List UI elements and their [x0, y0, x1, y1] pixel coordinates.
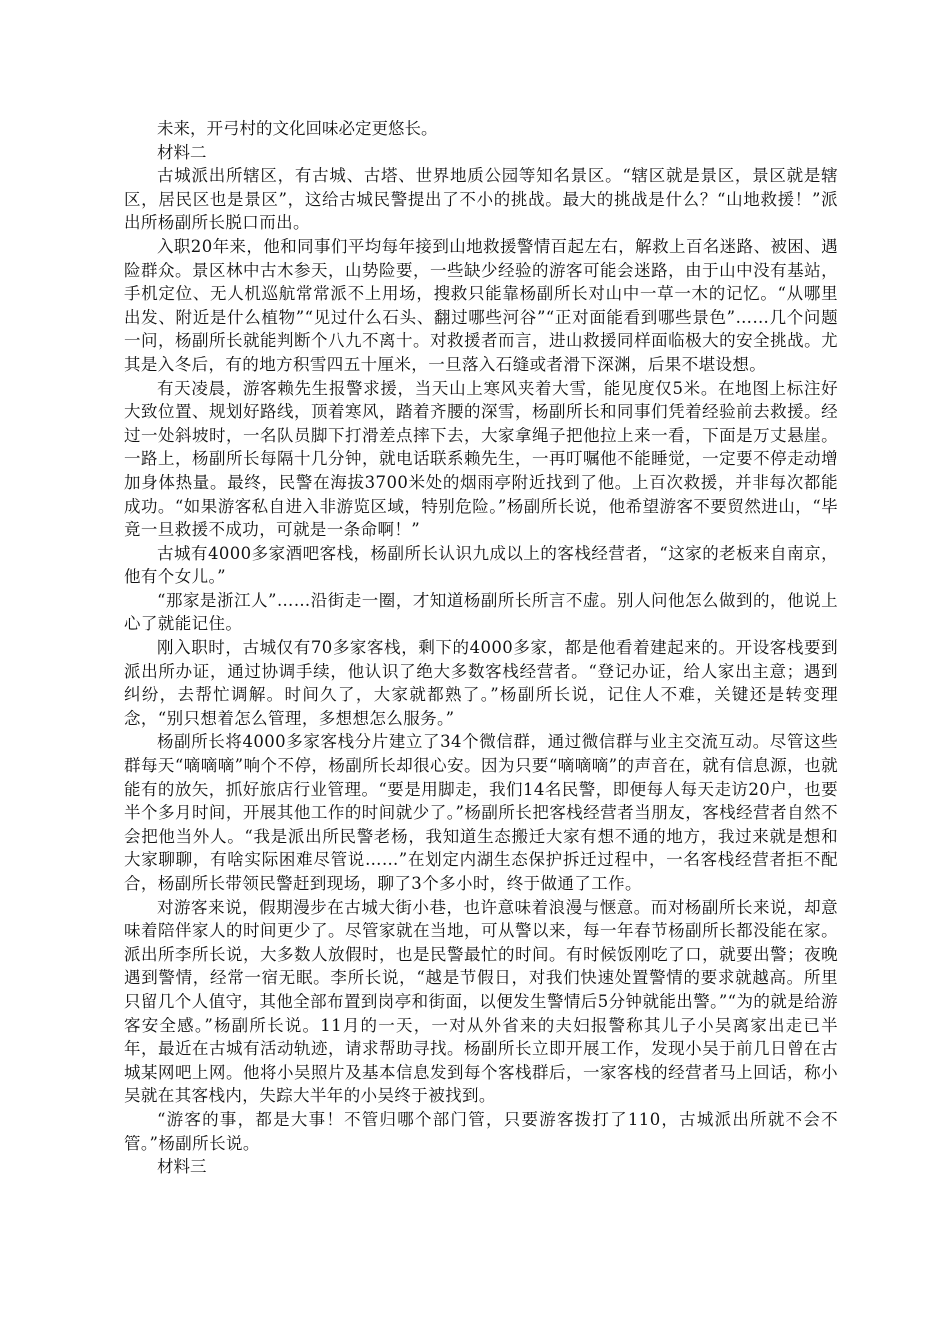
paragraph: 有天凌晨，游客赖先生报警求援，当天山上寒风夹着大雪，能见度仅5米。在地图上标注好大致位置、规划好路线，顶着寒风，踏着齐腰的深雪，杨副所长和同事们凭着经验前去救援。经过一处斜坡时，一名队员脚下打滑差点摔下去，大家拿绳子把他拉上来一看，下面是万丈悬崖。一路上，杨副所长每隔十几分钟，就电话联系赖先生，一再叮嘱他不能睡觉，一定要不停走动增加身体热量。最终，民警在海拔3700米处的烟雨亭附近找到了他。上百次救援，并非每次都能成功。“如果游客私自进入非游览区域，特别危险。”杨副所长说，他希望游客不要贸然进山，“毕竟一旦救援不成功，可就是一条命啊！” [124, 378, 838, 540]
paragraph: 入职20年来，他和同事们平均每年接到山地救援警情百起左右，解救上百名迷路、被困、遇险群众。景区林中古木参天，山势险要，一些缺少经验的游客可能会迷路，由于山中没有基站，手机定位、无人机巡航常常派不上用场，搜救只能靠杨副所长对山中一草一木的记忆。“从哪里出发、附近是什么植物”“见过什么石头、翻过哪些河谷”“正对面能看到哪些景色”……几个问题一问，杨副所长就能判断个八九不离十。对救援者而言，进山救援同样面临极大的安全挑战。尤其是入冬后，有的地方积雪四五十厘米，一旦落入石缝或者滑下深渊，后果不堪设想。 [124, 236, 838, 374]
document-page [124, 117, 838, 1179]
material-3-heading: 材料三 [157, 1157, 207, 1177]
paragraph: 刚入职时，古城仅有70多家客栈，剩下的4000多家，都是他看着建起来的。开设客栈要到派出所办证，通过协调手续，他认识了绝大多数客栈经营者。“登记办证，给人家出主意；遇到纠纷，去帮忙调解。时间久了，大家就都熟了。”杨副所长说，记住人不难，关键还是转变理念，“别只想着怎么管理，多想想怎么服务。” [124, 638, 838, 728]
material-2-heading: 材料二 [157, 142, 207, 162]
paragraph: “游客的事，都是大事！不管归哪个部门管，只要游客拨打了110，古城派出所就不会不管。”杨副所长说。 [124, 1109, 838, 1153]
paragraph: 古城派出所辖区，有古城、古塔、世界地质公园等知名景区。“辖区就是景区，景区就是辖区，居民区也是景区”，这给古城民警提出了不小的挑战。最大的挑战是什么？“山地救援！”派出所杨副所长脱口而出。 [124, 166, 838, 233]
paragraph: 对游客来说，假期漫步在古城大街小巷，也许意味着浪漫与惬意。而对杨副所长来说，却意味着陪伴家人的时间更少了。尽管家就在当地，可从警以来，每一年春节杨副所长都没能在家。派出所李所长说，大多数人放假时，也是民警最忙的时间。有时候饭刚吃了口，就要出警；夜晚遇到警情，经常一宿无眠。李所长说，“越是节假日，对我们快速处置警情的要求就越高。所里只留几个人值守，其他全部布置到岗亭和街面，以便发生警情后5分钟就能出警。”“为的就是给游客安全感。”杨副所长说。11月的一天，一对从外省来的夫妇报警称其儿子小吴离家出走已半年，最近在古城有活动轨迹，请求帮助寻找。杨副所长立即开展工作，发现小吴于前几日曾在古城某网吧上网。他将小吴照片及基本信息发到每个客栈群后，一家客栈的经营者马上回话，称小吴就在其客栈内，失踪大半年的小吴终于被找到。 [124, 897, 838, 1106]
paragraph: “那家是浙江人”……沿街走一圈，才知道杨副所长所言不虚。别人问他怎么做到的，他说上心了就能记住。 [124, 590, 838, 634]
paragraph: 古城有4000多家酒吧客栈，杨副所长认识九成以上的客栈经营者，“这家的老板来自南京，他有个女儿。” [124, 543, 838, 587]
intro-line: 未来，开弓村的文化回味必定更悠长。 [157, 119, 438, 138]
paragraph: 杨副所长将4000多家客栈分片建立了34个微信群，通过微信群与业主交流互动。尽管这些群每天“嘀嘀嘀”响个不停，杨副所长却很心安。因为只要“嘀嘀嘀”的声音在，就有信息源，也就能有的放矢，抓好旅店行业管理。“要是用脚走，我们14名民警，即便每人每天走访20户，也要半个多月时间，开展其他工作的时间就少了。”杨副所长把客栈经营者当朋友，客栈经营者自然不会把他当外人。“我是派出所民警老杨，我知道生态搬迁大家有想不通的地方，我过来就是想和大家聊聊，有啥实际困难尽管说……”在划定内湖生态保护拆迁过程中，一名客栈经营者拒不配合，杨副所长带领民警赶到现场，聊了3个多小时，终于做通了工作。 [124, 732, 838, 893]
